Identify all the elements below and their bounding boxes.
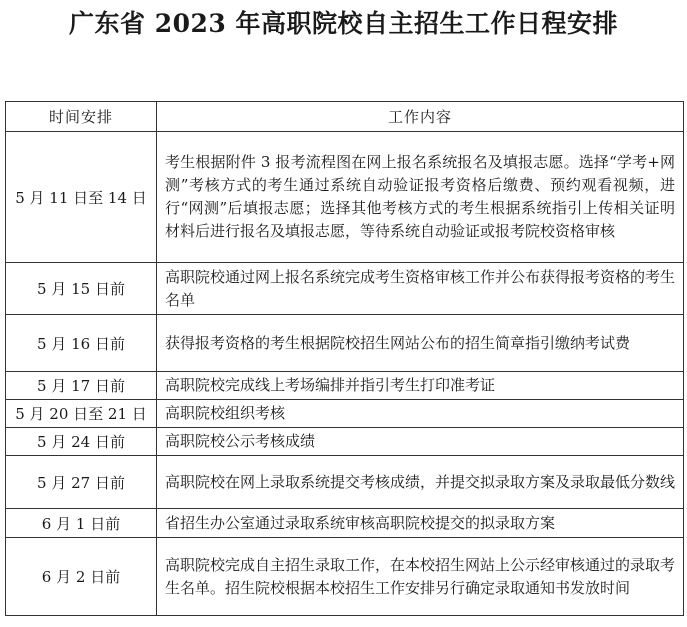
row-content: 省招生办公室通过录取系统审核高职院校提交的拟录取方案 [157, 509, 684, 538]
row-content: 获得报考资格的考生根据院校招生网站公布的招生简章指引缴纳考试费 [157, 315, 684, 372]
table-header-row [6, 102, 684, 132]
table-row [6, 315, 684, 372]
row-date: 5 月 17 日前 [6, 372, 157, 400]
table-row [6, 132, 684, 263]
table-row [6, 400, 684, 428]
row-date: 5 月 15 日前 [6, 263, 157, 315]
row-date: 5 月 11 日至 14 日 [6, 132, 157, 263]
row-date: 6 月 2 日前 [6, 538, 157, 616]
row-date: 5 月 16 日前 [6, 315, 157, 372]
row-date: 5 月 27 日前 [6, 456, 157, 509]
column-header-date: 时间安排 [6, 102, 157, 132]
row-content: 高职院校完成线上考场编排并指引考生打印准考证 [157, 372, 684, 400]
table-row [6, 538, 684, 616]
row-content: 高职院校通过网上报名系统完成考生资格审核工作并公布获得报考资格的考生名单 [157, 263, 684, 315]
row-date: 6 月 1 日前 [6, 509, 157, 538]
row-date: 5 月 24 日前 [6, 428, 157, 456]
table-row [6, 509, 684, 538]
table-row [6, 372, 684, 400]
schedule-table [5, 101, 684, 616]
table-row [6, 263, 684, 315]
page-title: 广东省 2023 年高职院校自主招生工作日程安排 [69, 9, 618, 38]
row-content: 考生根据附件 3 报考流程图在网上报名系统报名及填报志愿。选择“学考+网测”考核方式的考生通过系统自动验证报考资格后缴费、预约观看视频，进行“网测”后填报志愿；选择其他考核方式的考生根据系统指引上传相关证明材料后进行报名及填报志愿，等待系统自动验证或报考院校资格审核 [157, 132, 684, 263]
row-date: 5 月 20 日至 21 日 [6, 400, 157, 428]
table-row [6, 428, 684, 456]
row-content: 高职院校在网上录取系统提交考核成绩，并提交拟录取方案及录取最低分数线 [157, 456, 684, 509]
row-content: 高职院校公示考核成绩 [157, 428, 684, 456]
row-content: 高职院校完成自主招生录取工作，在本校招生网站上公示经审核通过的录取考生名单。招生院校根据本校招生工作安排另行确定录取通知书发放时间 [157, 538, 684, 616]
table-row [6, 456, 684, 509]
row-content: 高职院校组织考核 [157, 400, 684, 428]
column-header-content: 工作内容 [157, 102, 684, 132]
